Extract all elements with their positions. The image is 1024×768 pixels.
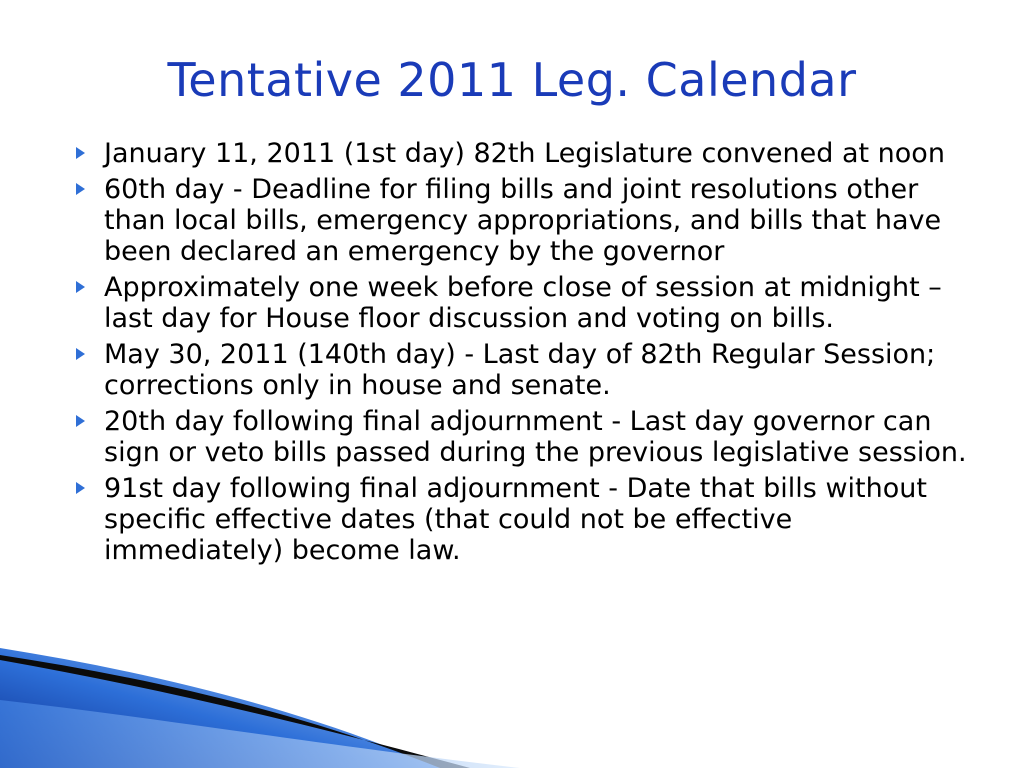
list-item [72,406,972,468]
list-item-text: 60th day - Deadline for filing bills and joint resolutions other than local bills, emergency appropriations, and bills that have been declared an emergency by the governor [104,174,942,267]
list-item [72,473,972,566]
triangle-right-icon [76,281,85,293]
list-item [72,272,972,334]
list-item-text: 91st day following final adjournment - Date that bills without specific effective dates (that could not be effective immediately) become law. [104,473,927,566]
triangle-right-icon [76,482,85,494]
triangle-right-icon [76,183,85,195]
list-item [72,138,972,169]
triangle-right-icon [76,348,85,360]
list-item-text: 20th day following final adjournment - Last day governor can sign or veto bills passed during the previous legislative session. [104,406,967,468]
triangle-right-icon [76,415,85,427]
list-item [72,339,972,401]
bullet-list [72,138,972,571]
triangle-right-icon [76,147,85,159]
page-title: Tentative 2011 Leg. Calendar [167,53,857,107]
list-item-text: January 11, 2011 (1st day) 82th Legislature convened at noon [104,138,945,169]
list-item-text: Approximately one week before close of session at midnight – last day for House floor discussion and voting on bills. [104,272,942,334]
list-item [72,174,972,267]
list-item-text: May 30, 2011 (140th day) - Last day of 82th Regular Session; corrections only in house and senate. [104,339,936,401]
